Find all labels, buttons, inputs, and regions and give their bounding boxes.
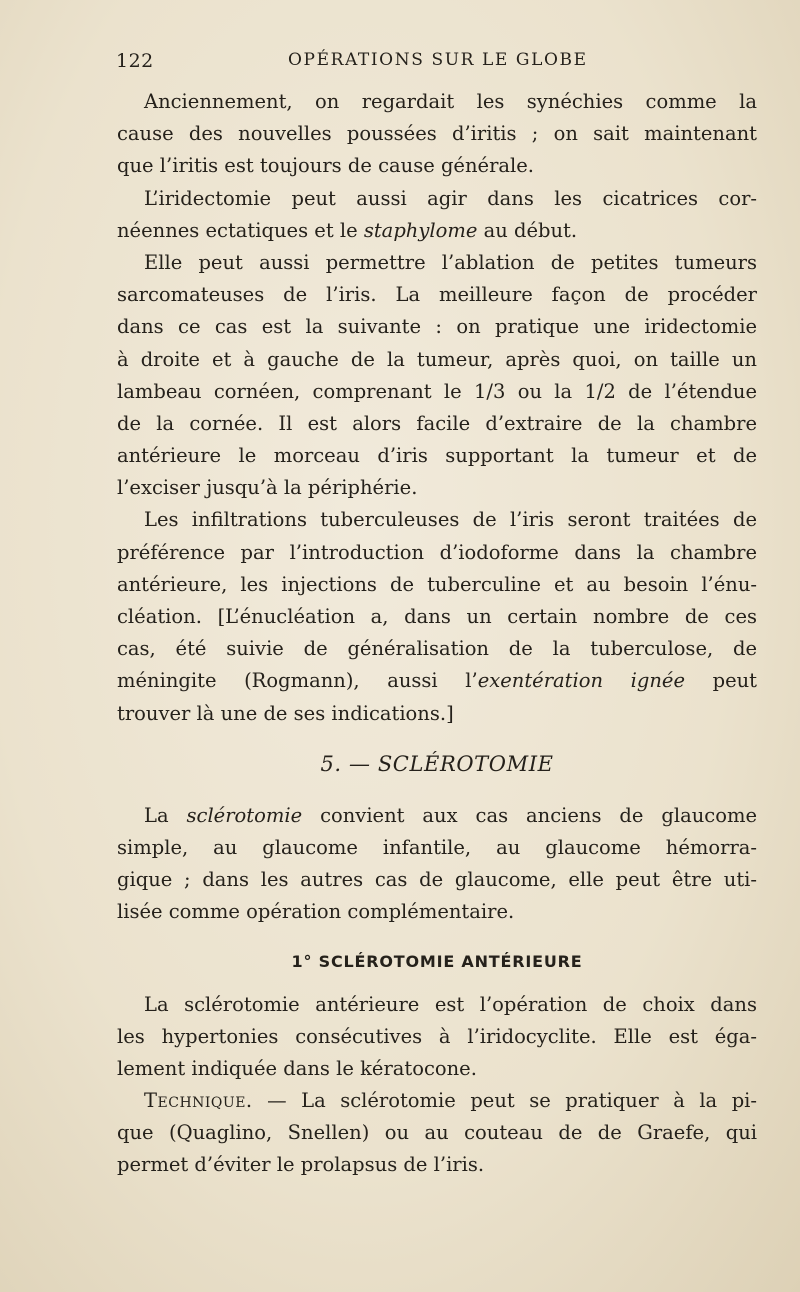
text-line: cas, été suivie de généralisation de la tuberculose, de xyxy=(117,637,757,661)
paragraph-sclerotomie xyxy=(117,800,757,929)
text-run: La xyxy=(144,803,187,827)
text-line: lement indiquée dans le kératocone. xyxy=(117,1056,477,1080)
small-caps-term: Technique. xyxy=(144,1089,253,1113)
subsection-title: 1° SCLÉROTOMIE ANTÉRIEURE xyxy=(291,951,583,971)
text-line: les hypertonies consécutives à l’iridocyclite. Elle est éga- xyxy=(117,1024,757,1048)
section-title: 5. — SCLÉROTOMIE xyxy=(320,751,554,776)
text-line: que (Quaglino, Snellen) ou au couteau de de Graefe, qui xyxy=(117,1121,757,1145)
text-line xyxy=(117,1085,757,1117)
text-line: de la cornée. Il est alors facile d’extraire de la chambre xyxy=(117,411,757,435)
text-line: dans ce cas est la suivante : on pratique une iridectomie xyxy=(117,315,757,339)
text-line: lambeau cornéen, comprenant le 1/3 ou la 1/2 de l’étendue xyxy=(117,379,757,403)
text-run: — La sclérotomie peut se pratiquer à la pi- xyxy=(252,1089,757,1113)
italic-term: staphylome xyxy=(363,218,478,242)
text-line: antérieure, les injections de tuberculine et au besoin l’énu- xyxy=(117,572,757,596)
text-line xyxy=(117,800,757,832)
paragraph-synechies xyxy=(117,86,757,183)
text-line: à droite et à gauche de la tumeur, après quoi, on taille un xyxy=(117,347,757,371)
text-line: L’iridectomie peut aussi agir dans les cicatrices cor- xyxy=(144,186,757,210)
text-line: Les infiltrations tuberculeuses de l’iris seront traitées de xyxy=(144,508,757,532)
text-line: antérieure le morceau d’iris supportant la tumeur et de xyxy=(117,444,757,468)
running-head: OPÉRATIONS SUR LE GLOBE xyxy=(288,50,588,70)
paragraph-sclerotomie-anterieure xyxy=(117,989,757,1086)
paragraph-infiltrations xyxy=(117,504,757,729)
text-line: trouver là une de ses indications.] xyxy=(117,701,454,725)
page-header xyxy=(116,50,756,76)
text-line: simple, au glaucome infantile, au glaucome hémorra- xyxy=(117,835,757,859)
text-line xyxy=(117,215,757,247)
text-line: Elle peut aussi permettre l’ablation de petites tumeurs xyxy=(144,250,757,274)
text-line: lisée comme opération complémentaire. xyxy=(117,900,515,924)
page-number: 122 xyxy=(116,50,154,72)
italic-term: sclérotomie xyxy=(186,803,303,827)
text-line: préférence par l’introduction d’iodoforme dans la chambre xyxy=(117,540,757,564)
text-run: méningite (Rogmann), aussi l’ xyxy=(117,669,478,693)
page-body xyxy=(117,86,757,1182)
paragraph-technique xyxy=(117,1085,757,1182)
text-line: permet d’éviter le prolapsus de l’iris. xyxy=(117,1153,485,1177)
text-run: peut xyxy=(685,669,758,693)
paragraph-tumeurs xyxy=(117,247,757,505)
italic-term: exentération ignée xyxy=(477,669,685,693)
text-run: au début. xyxy=(477,218,578,242)
text-line: cléation. [L’énucléation a, dans un certain nombre de ces xyxy=(117,605,757,628)
text-line: Anciennement, on regardait les synéchies comme la xyxy=(144,90,757,113)
text-line: gique ; dans les autres cas de glaucome, elle peut être uti- xyxy=(117,868,757,892)
text-run: convient aux cas anciens de glaucome xyxy=(302,803,757,827)
text-line: La sclérotomie antérieure est l’opération de choix dans xyxy=(144,992,757,1016)
text-line: sarcomateuses de l’iris. La meilleure façon de procéder xyxy=(117,283,757,307)
paragraph-iridectomie-cicatrices xyxy=(117,183,757,247)
text-line: l’exciser jusqu’à la périphérie. xyxy=(117,476,418,500)
text-line: cause des nouvelles poussées d’iritis ; on sait maintenant xyxy=(117,122,757,146)
text-line xyxy=(117,665,757,697)
text-run: néennes ectatiques et le xyxy=(117,218,364,242)
text-line: que l’iritis est toujours de cause générale. xyxy=(117,154,534,178)
